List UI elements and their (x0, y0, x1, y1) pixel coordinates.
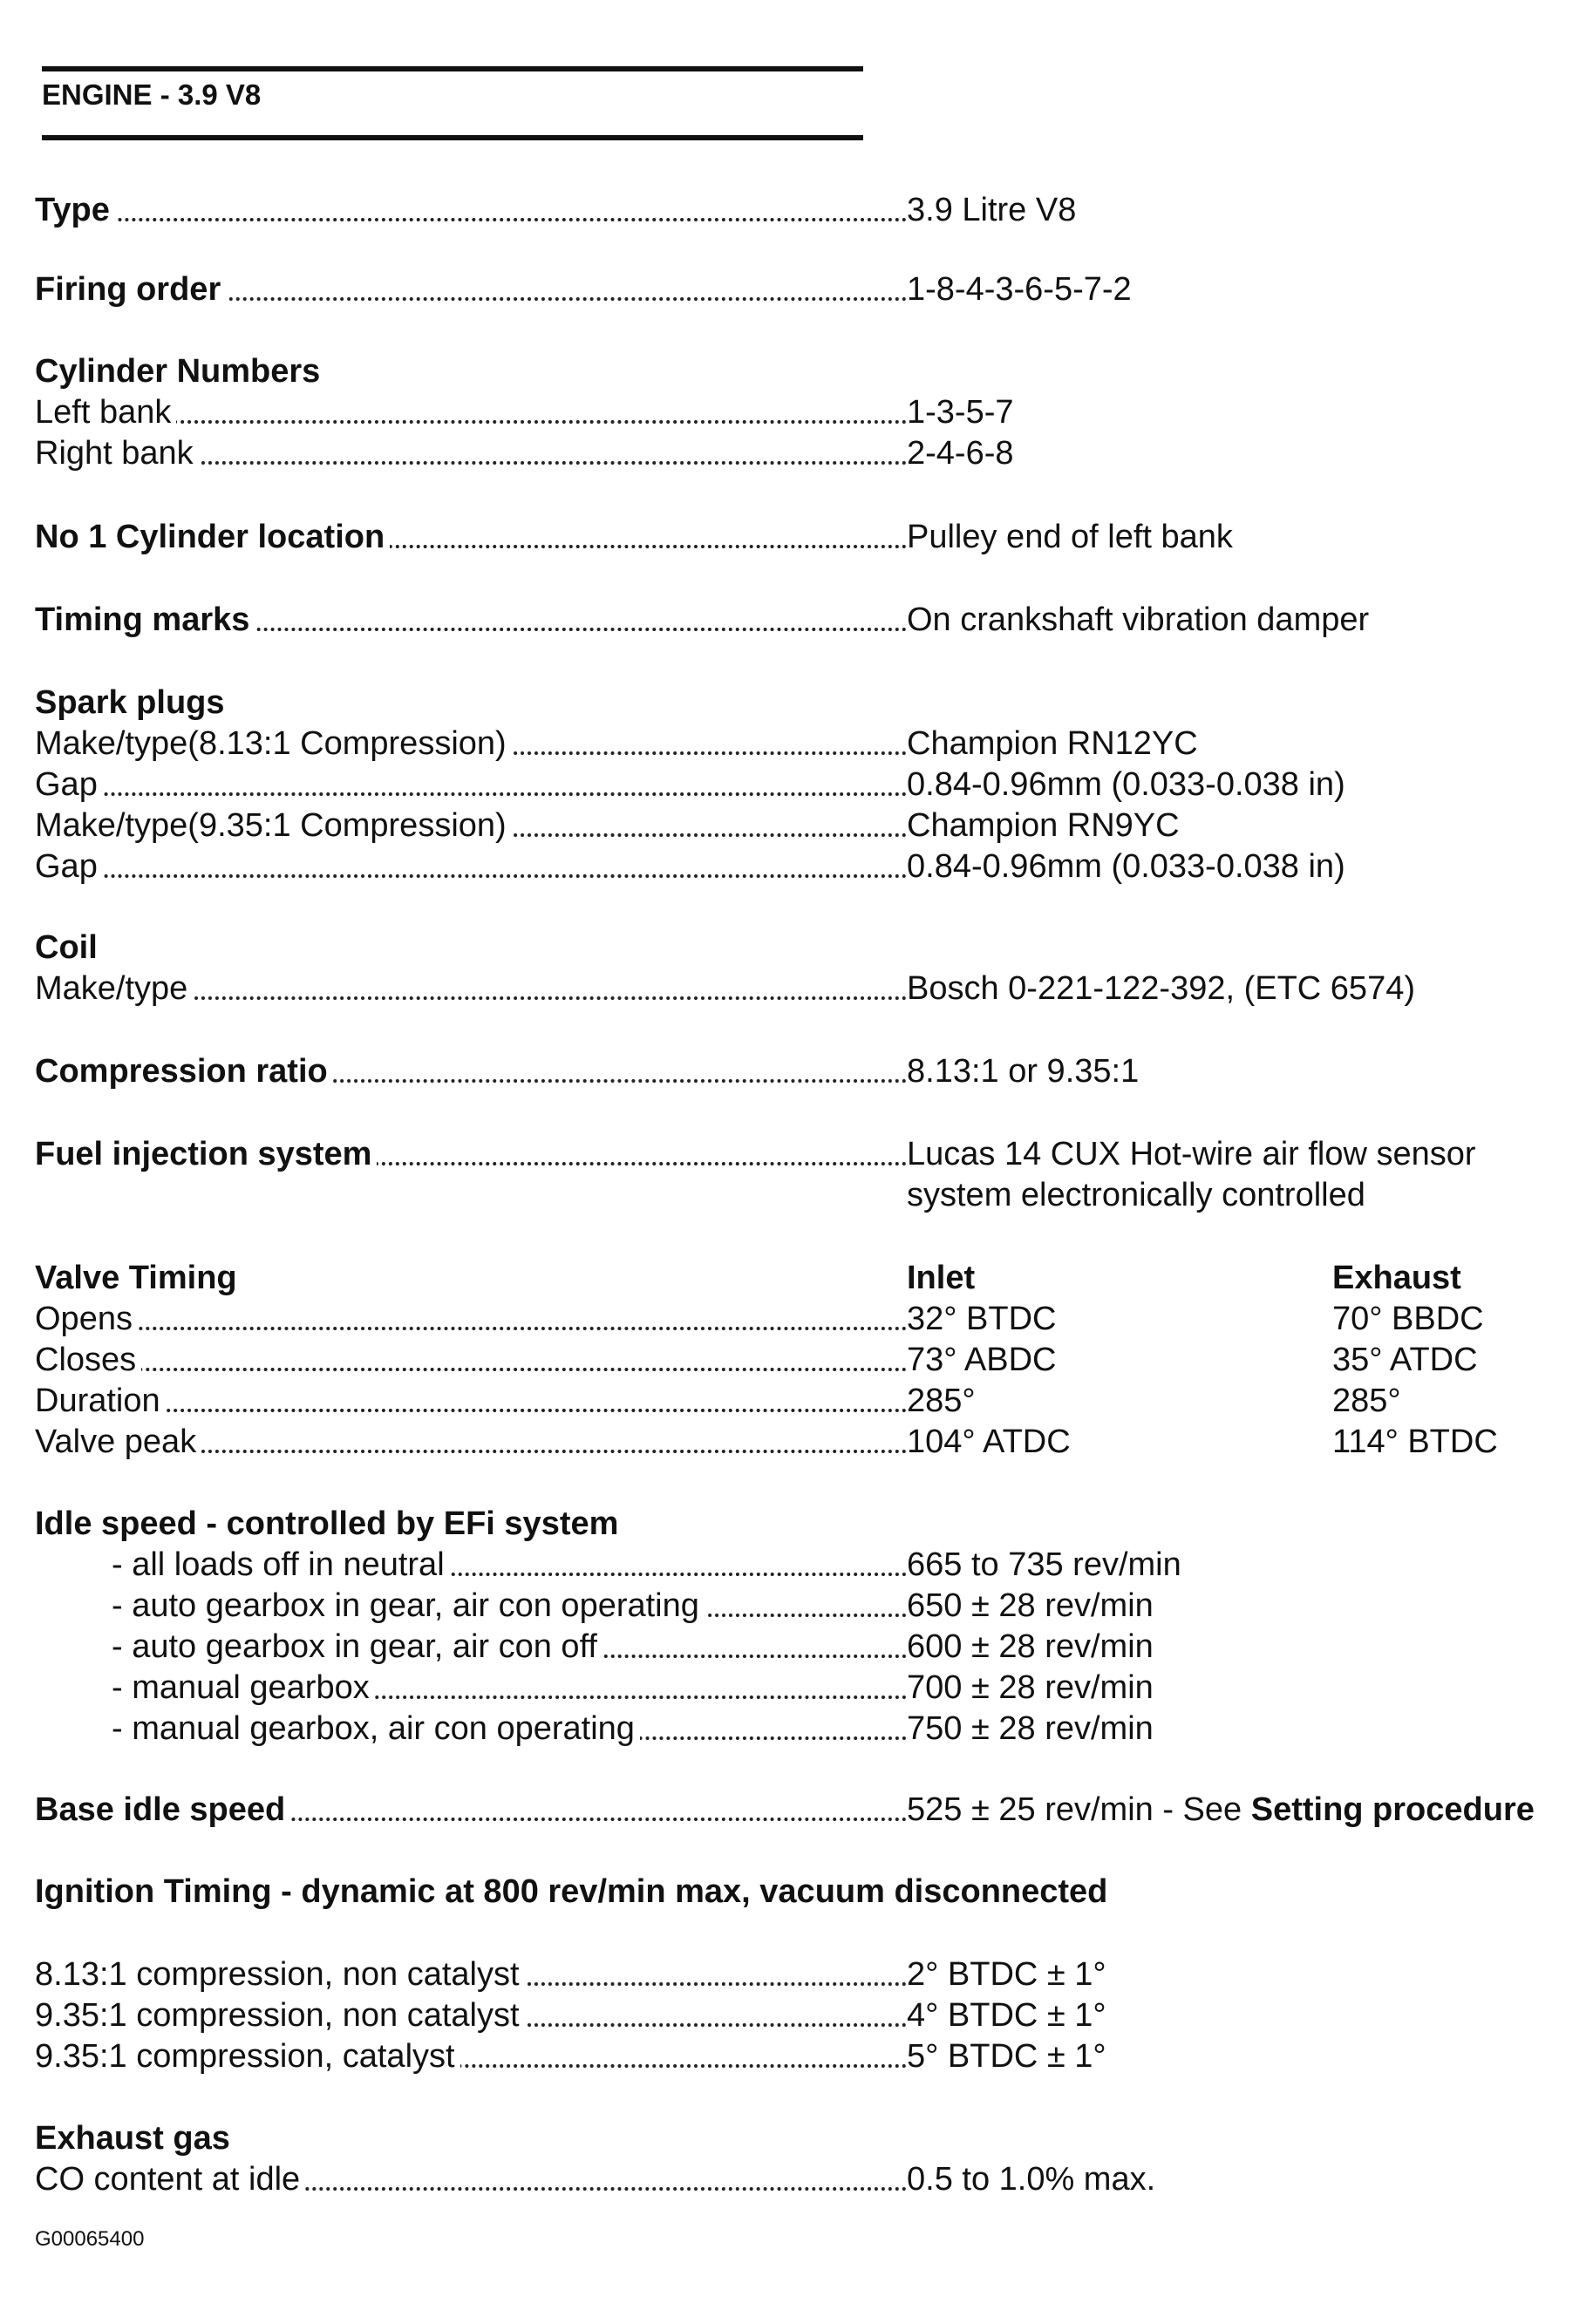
spec-value (907, 1790, 1535, 1830)
spec-value: 1-3-5-7 (907, 394, 1014, 431)
spec-value: 700 ± 28 rev/min (907, 1669, 1154, 1706)
spec-label: Type (35, 192, 115, 228)
spec-value: Bosch 0-221-122-392, (ETC 6574) (907, 970, 1415, 1007)
spec-value: Pulley end of left bank (907, 519, 1233, 555)
spec-value: system electronically controlled (907, 1177, 1365, 1213)
spec-label: Make/type (35, 970, 193, 1007)
spec-value: 2° BTDC ± 1° (907, 1956, 1106, 1993)
spec-label: Gap (35, 848, 103, 885)
section-title-spark-plugs: Spark plugs (35, 684, 225, 721)
spec-value: 3.9 Litre V8 (907, 192, 1077, 228)
spec-label: Base idle speed (35, 1791, 290, 1828)
spec-label: Firing order (35, 271, 226, 308)
spec-value: 4° BTDC ± 1° (907, 1997, 1106, 2034)
spec-value-inlet: 285° (907, 1383, 976, 1419)
spec-label: - auto gearbox in gear, air con off (112, 1628, 602, 1665)
spec-label: 8.13:1 compression, non catalyst (35, 1956, 525, 1993)
spec-value: 0.84-0.96mm (0.033-0.038 in) (907, 848, 1345, 885)
spec-label: Gap (35, 766, 103, 803)
spec-value: 665 to 735 rev/min (907, 1546, 1181, 1583)
spec-value-text: 525 ± 25 rev/min - See (907, 1791, 1251, 1828)
spec-value: 0.84-0.96mm (0.033-0.038 in) (907, 766, 1345, 803)
spec-value-exhaust: 35° ATDC (1332, 1342, 1478, 1378)
column-header-exhaust: Exhaust (1332, 1260, 1461, 1296)
spec-label: Timing marks (35, 601, 255, 638)
spec-value: 750 ± 28 rev/min (907, 1710, 1154, 1747)
spec-value-inlet: 73° ABDC (907, 1342, 1057, 1378)
spec-value-inlet: 104° ATDC (907, 1424, 1071, 1460)
spec-value-exhaust: 285° (1332, 1383, 1401, 1419)
spec-label: - all loads off in neutral (112, 1546, 450, 1583)
spec-value: Champion RN9YC (907, 807, 1180, 844)
header-bottom-rule (42, 135, 863, 140)
spec-value-exhaust: 70° BBDC (1332, 1301, 1484, 1337)
spec-label: Make/type(9.35:1 Compression) (35, 807, 512, 844)
spec-value: Champion RN12YC (907, 725, 1198, 762)
spec-value: 600 ± 28 rev/min (907, 1628, 1154, 1665)
spec-label: No 1 Cylinder location (35, 519, 390, 555)
section-title-valve-timing: Valve Timing (35, 1260, 237, 1296)
section-title-cylinder-numbers: Cylinder Numbers (35, 353, 321, 390)
spec-label: Left bank (35, 394, 176, 431)
section-title-ignition-timing: Ignition Timing - dynamic at 800 rev/min max, vacuum disconnected (35, 1873, 1108, 1910)
spec-label: 9.35:1 compression, catalyst (35, 2038, 460, 2075)
spec-label: - auto gearbox in gear, air con operating (112, 1587, 705, 1624)
spec-value: Lucas 14 CUX Hot-wire air flow sensor (907, 1136, 1476, 1172)
spec-label: Fuel injection system (35, 1136, 377, 1172)
spec-label: Valve peak (35, 1424, 201, 1460)
spec-value: 650 ± 28 rev/min (907, 1587, 1154, 1624)
valve-timing-header (35, 1258, 1461, 1298)
spec-value-inlet: 32° BTDC (907, 1301, 1057, 1337)
spec-label: Compression ratio (35, 1053, 333, 1090)
spec-label: - manual gearbox, air con operating (112, 1710, 640, 1747)
document-code: G00065400 (35, 2227, 145, 2251)
page-title: ENGINE - 3.9 V8 (42, 78, 262, 111)
spec-label: Duration (35, 1383, 166, 1419)
spec-value: 5° BTDC ± 1° (907, 2038, 1106, 2075)
spec-value: 8.13:1 or 9.35:1 (907, 1053, 1140, 1090)
spec-label: 9.35:1 compression, non catalyst (35, 1997, 525, 2034)
section-title-coil: Coil (35, 929, 98, 966)
spec-value: On crankshaft vibration damper (907, 601, 1370, 638)
spec-label: CO content at idle (35, 2161, 305, 2198)
spec-label: Closes (35, 1342, 141, 1378)
spec-value: 2-4-6-8 (907, 435, 1014, 472)
column-header-inlet: Inlet (907, 1260, 976, 1296)
section-title-exhaust-gas: Exhaust gas (35, 2120, 230, 2157)
spec-value: 0.5 to 1.0% max. (907, 2161, 1156, 2198)
spec-label: - manual gearbox (112, 1669, 375, 1706)
spec-label: Make/type(8.13:1 Compression) (35, 725, 512, 762)
spec-value-exhaust: 114° BTDC (1332, 1424, 1498, 1460)
section-title-idle-speed: Idle speed - controlled by EFi system (35, 1505, 619, 1542)
setting-procedure-reference: Setting procedure (1250, 1791, 1535, 1828)
header-top-rule (42, 66, 863, 71)
spec-value: 1-8-4-3-6-5-7-2 (907, 271, 1132, 308)
spec-label: Right bank (35, 435, 199, 472)
spec-label: Opens (35, 1301, 138, 1337)
